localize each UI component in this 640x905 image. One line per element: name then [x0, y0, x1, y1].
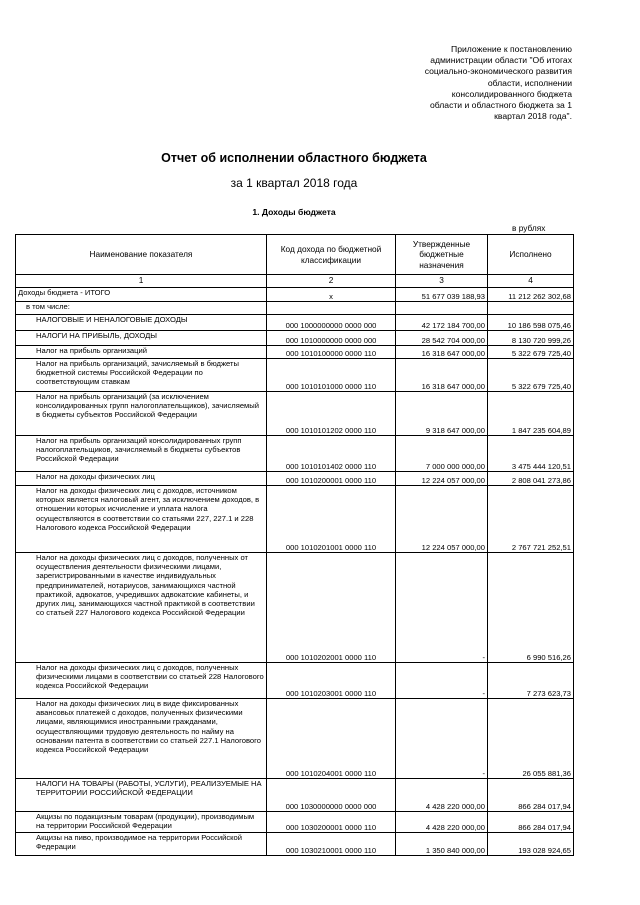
row-executed: 866 284 017,94 — [488, 779, 574, 812]
row-code: 000 1010204001 0000 110 — [267, 699, 396, 779]
row-name: Налог на доходы физических лиц — [16, 472, 267, 486]
header-code: Код дохода по бюджетной классификации — [267, 235, 396, 275]
row-name: НАЛОГОВЫЕ И НЕНАЛОГОВЫЕ ДОХОДЫ — [16, 315, 267, 331]
row-approved: 12 224 057 000,00 — [396, 486, 488, 553]
table-row — [16, 436, 574, 472]
table-row — [16, 553, 574, 663]
table-row — [16, 346, 574, 359]
row-approved: 7 000 000 000,00 — [396, 436, 488, 472]
appendix-note — [360, 44, 572, 122]
row-executed: 10 186 598 075,46 — [488, 315, 574, 331]
row-name: Акцизы на пиво, производимое на территории Российской Федерации — [16, 833, 267, 856]
row-name: Акцизы по подакцизным товарам (продукции), производимым на территории Российской Федерации — [16, 812, 267, 833]
row-executed: 193 028 924,65 — [488, 833, 574, 856]
row-code: 000 1010101202 0000 110 — [267, 392, 396, 436]
row-approved: 1 350 840 000,00 — [396, 833, 488, 856]
row-approved: 51 677 039 188,93 — [396, 288, 488, 302]
row-name: Налог на доходы физических лиц с доходов, полученных от осуществления деятельности физическими лицами, зарегистрированными в качестве индивидуальных предпринимателей, нотариусов, занимающихся частной практикой, адвокатов, учредивших адвокатские кабинеты, и других лиц, занимающихся частной практикой в соответствии со статьей 227 Налогового кодекса Российской Федерации — [16, 553, 267, 663]
column-number: 1 — [16, 275, 267, 288]
row-approved: 16 318 647 000,00 — [396, 359, 488, 392]
header-row — [16, 235, 574, 275]
row-approved: - — [396, 699, 488, 779]
row-approved: 9 318 647 000,00 — [396, 392, 488, 436]
row-executed: 3 475 444 120,51 — [488, 436, 574, 472]
row-name: в том числе: — [16, 302, 267, 315]
appendix-line: администрации области "Об итогах — [430, 55, 572, 66]
row-name: Налог на прибыль организаций, зачисляемый в бюджеты бюджетной системы Российской Федерации по соответствующим ставкам — [16, 359, 267, 392]
table-row — [16, 833, 574, 856]
row-code: 000 1010101000 0000 110 — [267, 359, 396, 392]
report-title: Отчет об исполнении областного бюджета — [161, 151, 427, 165]
appendix-line: области, исполнении — [487, 77, 572, 88]
table-row — [16, 288, 574, 302]
appendix-line: квартал 2018 года". — [494, 111, 572, 122]
row-executed: 8 130 720 999,26 — [488, 331, 574, 346]
row-name: Налог на доходы физических лиц с доходов, полученных физическими лицами в соответствии со статьей 228 Налогового кодекса Российской Федерации — [16, 663, 267, 699]
units-label: в рублях — [512, 223, 546, 233]
row-approved — [396, 302, 488, 315]
row-name: Доходы бюджета - ИТОГО — [16, 288, 267, 302]
table-row — [16, 812, 574, 833]
row-name: Налог на прибыль организаций консолидированных групп налогоплательщиков, зачисляемый в бюджеты субъектов Российской Федерации — [16, 436, 267, 472]
row-code: 000 1030000000 0000 000 — [267, 779, 396, 812]
row-code: 000 1010000000 0000 000 — [267, 331, 396, 346]
row-code: 000 1010202001 0000 110 — [267, 553, 396, 663]
row-executed: 5 322 679 725,40 — [488, 346, 574, 359]
table-row — [16, 663, 574, 699]
row-executed: 6 990 516,26 — [488, 553, 574, 663]
table-row — [16, 486, 574, 553]
report-period: за 1 квартал 2018 года — [230, 176, 358, 190]
row-code: 000 1000000000 0000 000 — [267, 315, 396, 331]
header-executed: Исполнено — [488, 235, 574, 275]
appendix-line: консолидированного бюджета — [451, 88, 572, 99]
table-row — [16, 699, 574, 779]
row-name: НАЛОГИ НА ТОВАРЫ (РАБОТЫ, УСЛУГИ), РЕАЛИЗУЕМЫЕ НА ТЕРРИТОРИИ РОССИЙСКОЙ ФЕДЕРАЦИИ — [16, 779, 267, 812]
row-approved: 4 428 220 000,00 — [396, 812, 488, 833]
row-approved: 42 172 184 700,00 — [396, 315, 488, 331]
row-code: 000 1010101402 0000 110 — [267, 436, 396, 472]
table-row — [16, 331, 574, 346]
row-code: 000 1010200001 0000 110 — [267, 472, 396, 486]
row-executed: 866 284 017,94 — [488, 812, 574, 833]
column-number-row — [16, 275, 574, 288]
table-row — [16, 779, 574, 812]
row-executed: 2 808 041 273,86 — [488, 472, 574, 486]
table-row — [16, 315, 574, 331]
row-approved: 16 318 647 000,00 — [396, 346, 488, 359]
row-executed: 5 322 679 725,40 — [488, 359, 574, 392]
appendix-line: Приложение к постановлению — [451, 44, 572, 54]
row-approved: - — [396, 553, 488, 663]
column-number: 3 — [396, 275, 488, 288]
row-executed: 26 055 881,36 — [488, 699, 574, 779]
row-name: Налог на прибыль организаций (за исключением консолидированных групп налогоплательщиков), зачисляемый в бюджеты субъектов Российской Федерации — [16, 392, 267, 436]
appendix-line: социально-экономического развития — [424, 66, 572, 77]
row-code: x — [267, 288, 396, 302]
appendix-line: области и областного бюджета за 1 — [429, 100, 572, 111]
row-name: Налог на прибыль организаций — [16, 346, 267, 359]
row-code — [267, 302, 396, 315]
row-code: 000 1010100000 0000 110 — [267, 346, 396, 359]
table-row — [16, 392, 574, 436]
row-executed — [488, 302, 574, 315]
row-code: 000 1030210001 0000 110 — [267, 833, 396, 856]
row-code: 000 1010201001 0000 110 — [267, 486, 396, 553]
row-executed: 11 212 262 302,68 — [488, 288, 574, 302]
column-number: 4 — [488, 275, 574, 288]
row-approved: - — [396, 663, 488, 699]
income-table — [15, 234, 574, 856]
table-row — [16, 302, 574, 315]
row-name: Налог на доходы физических лиц в виде фиксированных авансовых платежей с доходов, полученных физическими лицами, являющимися иностранными гражданами, осуществляющими трудовую деятельность по найму на основании патента в соответствии со статьей 227.1 Налогового кодекса Российской Федерации — [16, 699, 267, 779]
row-name: Налог на доходы физических лиц с доходов, источником которых является налоговый агент, за исключением доходов, в отношении которых исчисление и уплата налога осуществляются в соответствии со статьями 227, 227.1 и 228 Налогового кодекса Российской Федерации — [16, 486, 267, 553]
row-approved: 4 428 220 000,00 — [396, 779, 488, 812]
table-row — [16, 472, 574, 486]
row-executed: 7 273 623,73 — [488, 663, 574, 699]
header-approved: Утвержденные бюджетные назначения — [396, 235, 488, 275]
row-approved: 28 542 704 000,00 — [396, 331, 488, 346]
section-heading: 1. Доходы бюджета — [252, 207, 336, 217]
row-executed: 1 847 235 604,89 — [488, 392, 574, 436]
table-row — [16, 359, 574, 392]
row-code: 000 1010203001 0000 110 — [267, 663, 396, 699]
row-name: НАЛОГИ НА ПРИБЫЛЬ, ДОХОДЫ — [16, 331, 267, 346]
row-approved: 12 224 057 000,00 — [396, 472, 488, 486]
row-code: 000 1030200001 0000 110 — [267, 812, 396, 833]
row-executed: 2 767 721 252,51 — [488, 486, 574, 553]
header-name: Наименование показателя — [16, 235, 267, 275]
column-number: 2 — [267, 275, 396, 288]
